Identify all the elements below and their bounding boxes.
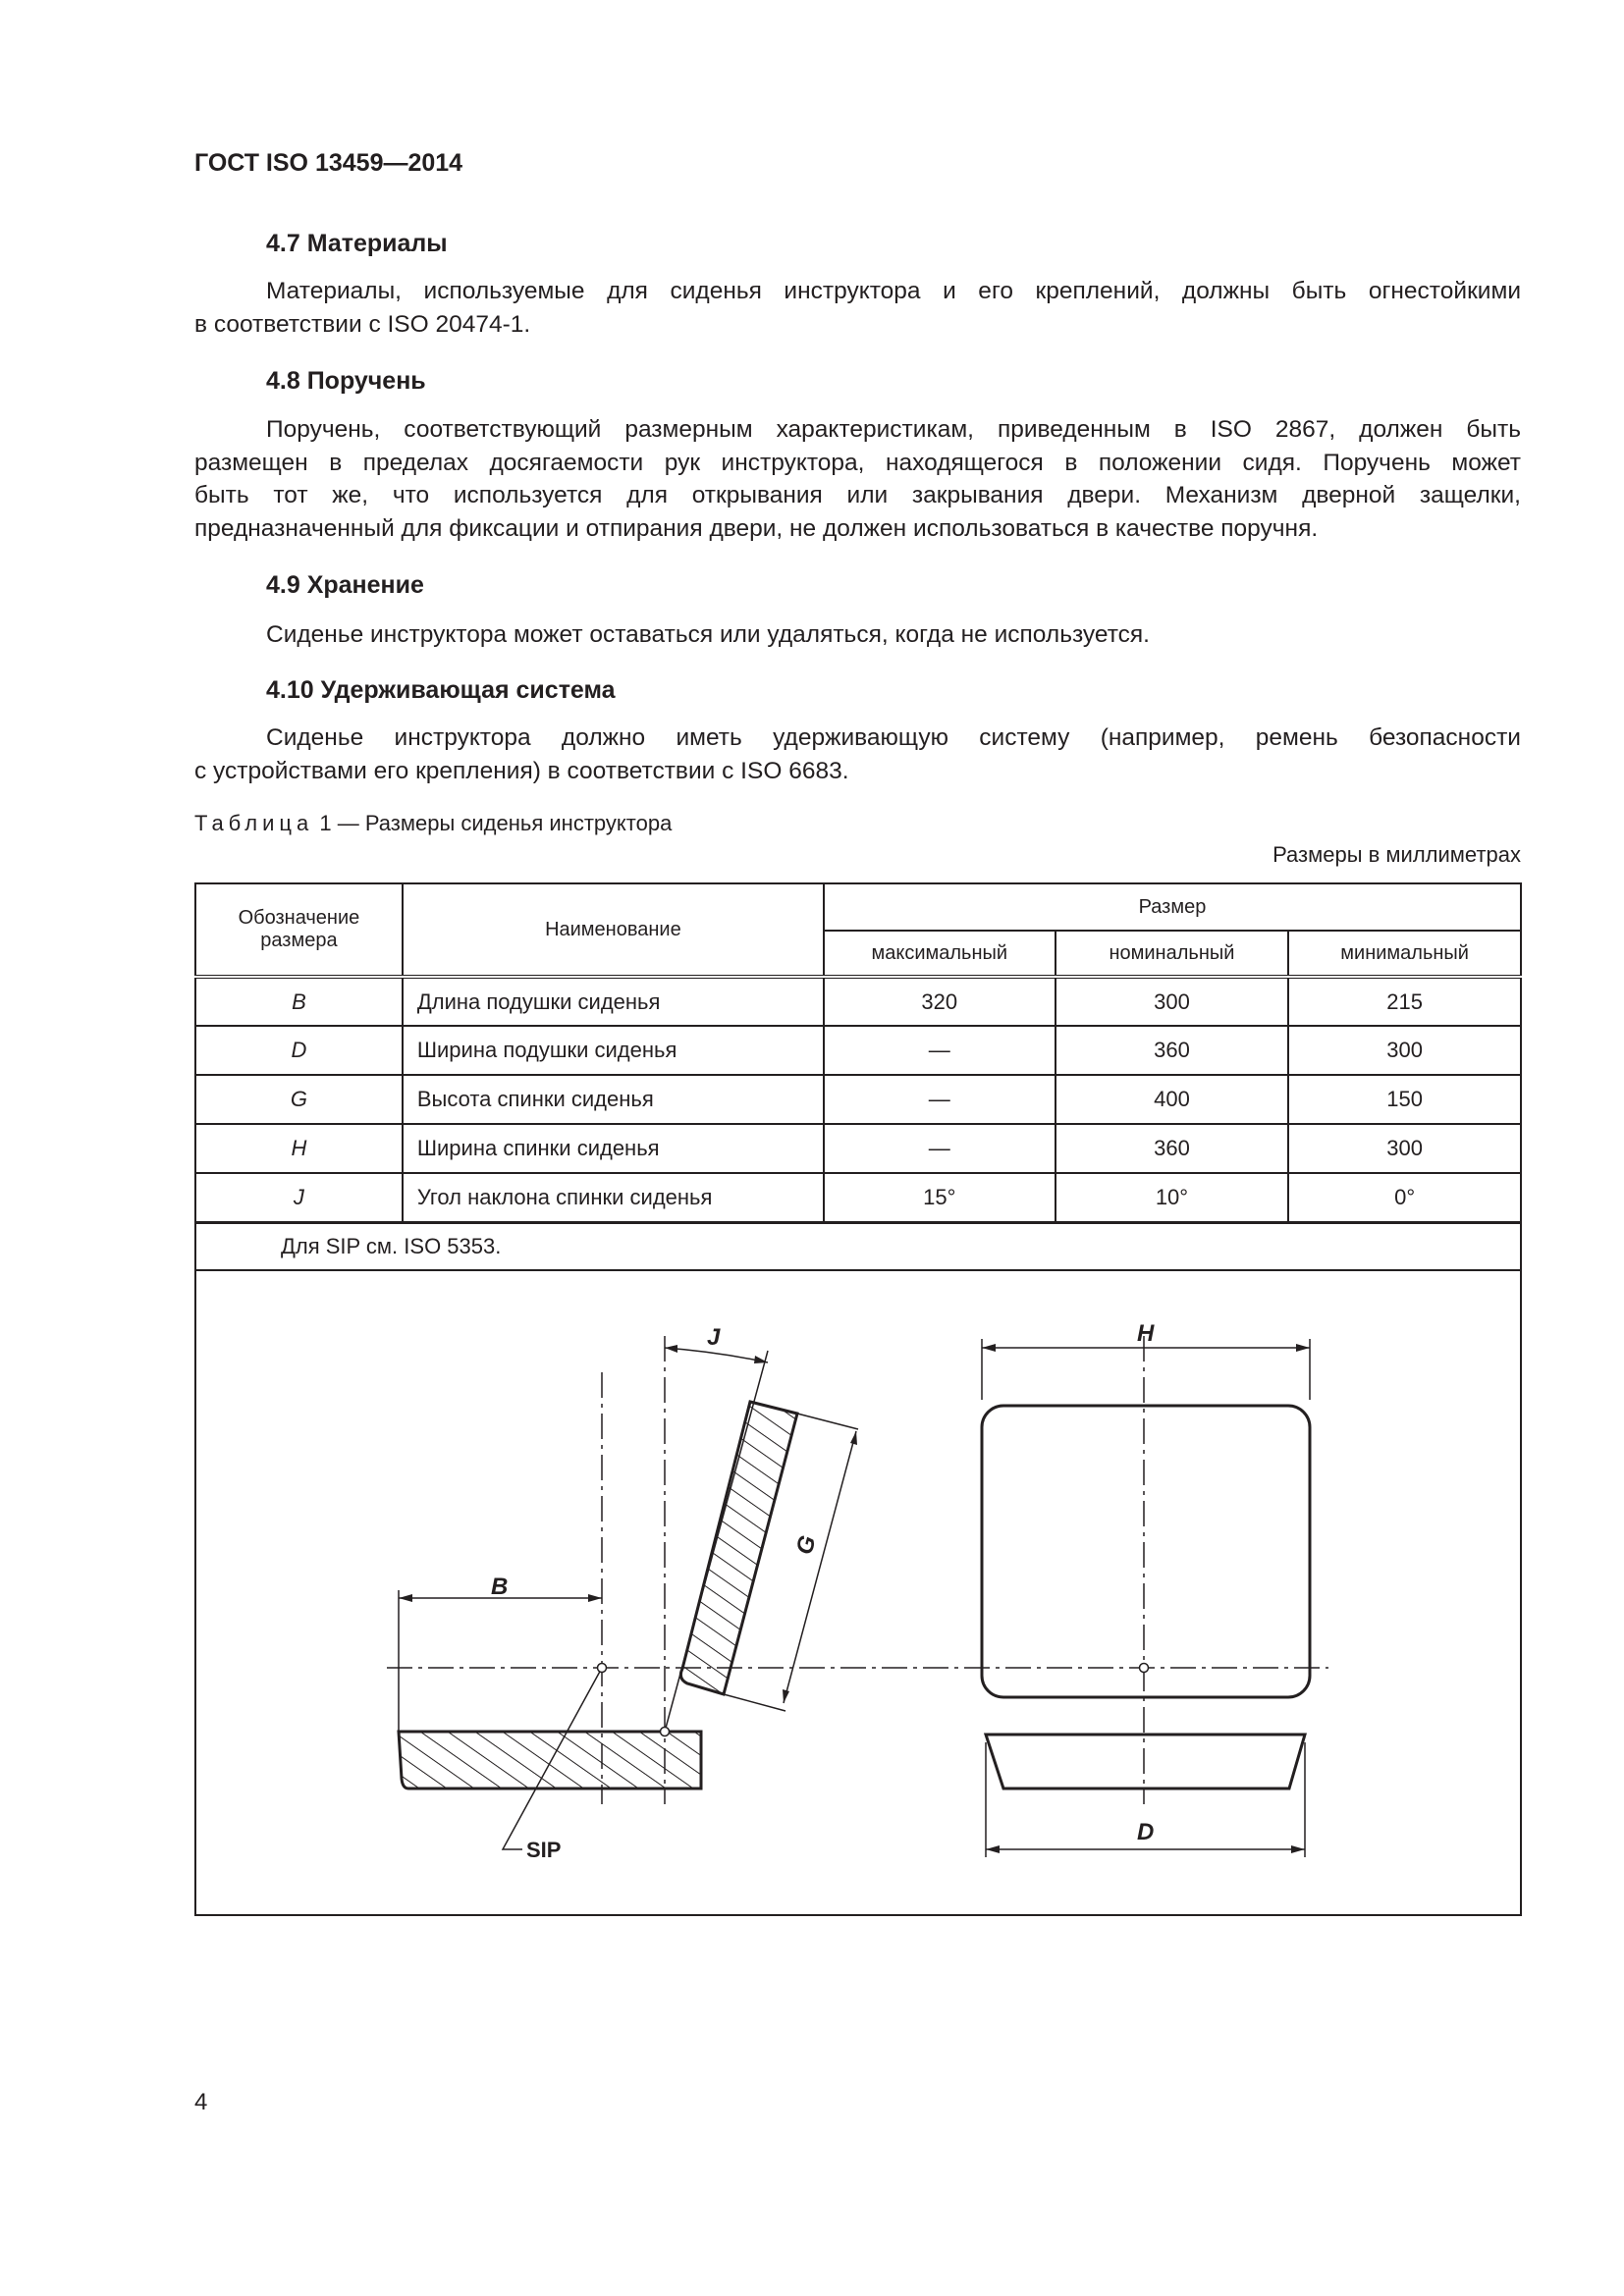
cell-nom: 360 — [1056, 1026, 1289, 1075]
cushion-front-view — [986, 1735, 1305, 1789]
text-line: с устройствами его крепления) в соответствии с ISO 6683. — [194, 757, 849, 784]
cell-symbol: J — [195, 1173, 403, 1222]
cell-name: Ширина спинки сиденья — [403, 1124, 824, 1173]
sip-point — [598, 1664, 607, 1673]
header-designation: Обозначение размера — [195, 883, 403, 977]
cell-name: Угол наклона спинки сиденья — [403, 1173, 824, 1222]
label-b: B — [491, 1574, 509, 1600]
label-j: J — [707, 1324, 721, 1351]
cell-name: Длина подушки сиденья — [403, 977, 824, 1026]
backrest-pivot-point — [661, 1728, 670, 1736]
cell-nom: 360 — [1056, 1124, 1289, 1173]
cell-max: 15° — [824, 1173, 1056, 1222]
table-caption-label: Таблица — [194, 811, 314, 835]
section-title-handrail: 4.8 Поручень — [266, 367, 426, 395]
page-number: 4 — [194, 2089, 208, 2115]
text-line: Материалы, используемые для сиденья инструктора и его креплений, должны быть огнестойкими — [266, 278, 1521, 304]
cell-max: — — [824, 1124, 1056, 1173]
header-max: максимальный — [824, 931, 1056, 977]
cell-min: 150 — [1288, 1075, 1521, 1124]
label-h: H — [1137, 1320, 1155, 1347]
cell-name: Высота спинки сиденья — [403, 1075, 824, 1124]
cell-symbol: G — [195, 1075, 403, 1124]
header-size: Размер — [824, 883, 1521, 931]
g-dimension-line — [784, 1431, 856, 1703]
table-note: Для SIP см. ISO 5353. — [195, 1222, 1521, 1270]
seat-cushion-section — [399, 1732, 701, 1789]
header-min: минимальный — [1288, 931, 1521, 977]
text-line: размещен в пределах досягаемости рук инструктора, находящегося в положении сидя. Поручень может — [194, 449, 1521, 476]
header-name: Наименование — [403, 883, 824, 977]
label-sip: SIP — [526, 1838, 562, 1862]
text-line: Поручень, соответствующий размерным характеристикам, приведенным в ISO 2867, должен быть — [266, 416, 1521, 443]
text-line: предназначенный для фиксации и отпирания двери, не должен использоваться в качестве поручня. — [194, 514, 1319, 542]
text-line: Сиденье инструктора может оставаться или удаляться, когда не используется. — [266, 621, 1150, 648]
cell-symbol: H — [195, 1124, 403, 1173]
section-title-storage: 4.9 Хранение — [266, 571, 424, 599]
header-nom: номинальный — [1056, 931, 1289, 977]
cell-min: 300 — [1288, 1124, 1521, 1173]
label-d: D — [1137, 1819, 1155, 1845]
cell-max: — — [824, 1075, 1056, 1124]
backrest-front-view — [982, 1406, 1310, 1697]
text-line: в соответствии с ISO 20474-1. — [194, 310, 531, 338]
cell-min: 0° — [1288, 1173, 1521, 1222]
cell-max: 320 — [824, 977, 1056, 1026]
cell-nom: 10° — [1056, 1173, 1289, 1222]
table-caption-text: 1 — Размеры сиденья инструктора — [319, 811, 673, 835]
cell-nom: 400 — [1056, 1075, 1289, 1124]
section-title-materials: 4.7 Материалы — [266, 230, 448, 257]
label-g: G — [790, 1532, 822, 1558]
document-header: ГОСТ ISO 13459—2014 — [194, 149, 463, 177]
text-line: быть тот же, что используется для открывания или закрывания двери. Механизм дверной защелки, — [194, 482, 1521, 508]
text-line: Сиденье инструктора должно иметь удерживающую систему (например, ремень безопасности — [266, 724, 1521, 751]
cell-min: 215 — [1288, 977, 1521, 1026]
section-title-restraint: 4.10 Удерживающая система — [266, 676, 616, 704]
table-units: Размеры в миллиметрах — [1272, 842, 1521, 867]
cell-max: — — [824, 1026, 1056, 1075]
cell-symbol: D — [195, 1026, 403, 1075]
cell-min: 300 — [1288, 1026, 1521, 1075]
backrest-section — [680, 1402, 797, 1694]
cell-name: Ширина подушки сиденья — [403, 1026, 824, 1075]
cell-symbol: B — [195, 977, 403, 1026]
cell-nom: 300 — [1056, 977, 1289, 1026]
front-view-center-point — [1140, 1664, 1149, 1673]
